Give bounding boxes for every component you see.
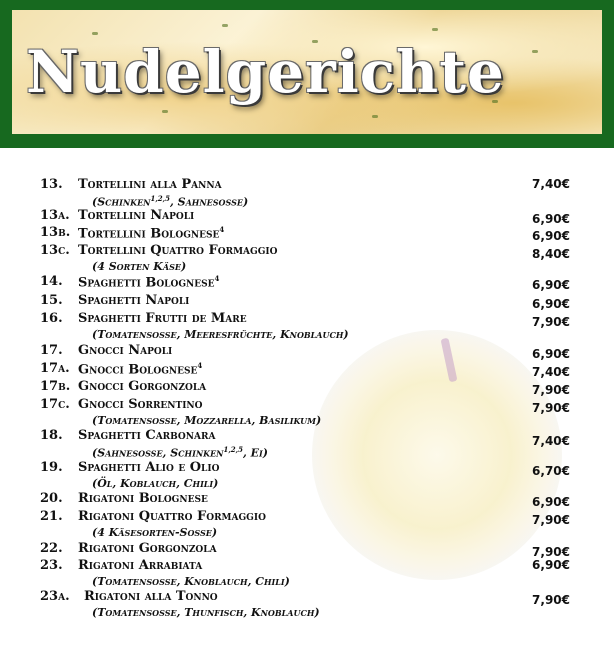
item-number: 15. (40, 293, 63, 308)
item-number: 17a. (40, 361, 70, 376)
pasta-plate-image (312, 330, 562, 580)
item-name: Tortellini Napoli (78, 208, 195, 223)
item-name: Spaghetti Carbonara (78, 428, 216, 443)
item-name: Spaghetti Alio e Olio (78, 460, 220, 475)
item-name: Rigatoni Quattro Formaggio (78, 509, 266, 524)
item-description: (Schinken$^{1,2,5}$, Sahnesosse) (92, 194, 249, 209)
item-price: 7,90€ (532, 513, 570, 527)
item-number: 18. (40, 428, 63, 443)
item-name: Spaghetti Bolognese$^4$ (78, 274, 220, 291)
herb-speck (532, 50, 538, 53)
item-name: Rigatoni Arrabiata (78, 558, 203, 573)
item-price: 7,40€ (532, 365, 570, 379)
item-name: Spaghetti Frutti de Mare (78, 311, 247, 326)
item-price: 6,90€ (532, 297, 570, 311)
header-banner (0, 0, 614, 148)
item-number: 23. (40, 558, 63, 573)
item-name: Tortellini Quattro Formaggio (78, 243, 278, 258)
item-price: 8,40€ (532, 247, 570, 261)
item-number: 13a. (40, 208, 70, 223)
item-description: (Tomatensosse, Knoblauch, Chili) (92, 575, 290, 588)
herb-speck (432, 28, 438, 31)
item-price: 6,90€ (532, 229, 570, 243)
page-title: Nudelgerichte (26, 38, 505, 106)
herb-speck (372, 115, 378, 118)
item-description: (Tomatensosse, Meeresfrüchte, Knoblauch) (92, 328, 349, 341)
item-name: Rigatoni Gorgonzola (78, 541, 217, 556)
item-description: (Tomatensosse, Mozzarella, Basilikum) (92, 414, 322, 427)
herb-speck (162, 110, 168, 113)
item-number: 16. (40, 311, 63, 326)
item-number: 17. (40, 343, 63, 358)
item-name: Rigatoni alla Tonno (84, 589, 218, 604)
item-price: 6,90€ (532, 495, 570, 509)
item-price: 7,90€ (532, 315, 570, 329)
item-description: (4 Käsesorten-Sosse) (92, 526, 218, 539)
item-description: (Öl, Koblauch, Chili) (92, 477, 219, 490)
item-price: 6,90€ (532, 212, 570, 226)
item-description: (Tomatensosse, Thunfisch, Knoblauch) (92, 606, 320, 619)
item-price: 6,90€ (532, 278, 570, 292)
item-price: 7,90€ (532, 383, 570, 397)
item-number: 22. (40, 541, 63, 556)
item-price: 7,40€ (532, 434, 570, 448)
item-price: 7,90€ (532, 593, 570, 607)
item-price: 6,90€ (532, 347, 570, 361)
item-number: 17c. (40, 397, 70, 412)
item-price: 6,70€ (532, 464, 570, 478)
item-number: 14. (40, 274, 63, 289)
herb-speck (222, 24, 228, 27)
herb-speck (92, 32, 98, 35)
item-price: 7,90€ (532, 545, 570, 559)
item-number: 13c. (40, 243, 70, 258)
item-name: Tortellini Bolognese$^4$ (78, 225, 225, 242)
item-name: Tortellini alla Panna (78, 177, 222, 192)
pasta-photo (12, 10, 602, 134)
item-name: Gnocci Bolognese$^4$ (78, 361, 203, 378)
item-number: 13b. (40, 225, 71, 240)
item-number: 13. (40, 177, 63, 192)
item-number: 17b. (40, 379, 71, 394)
item-name: Rigatoni Bolognese (78, 491, 208, 506)
item-number: 20. (40, 491, 63, 506)
item-description: (4 Sorten Käse) (92, 260, 187, 273)
item-price: 7,40€ (532, 177, 570, 191)
item-description: (Sahnesosse, Schinken$^{1,2,5}$, Ei) (92, 445, 268, 460)
item-name: Spaghetti Napoli (78, 293, 190, 308)
item-name: Gnocci Napoli (78, 343, 173, 358)
item-number: 19. (40, 460, 63, 475)
item-name: Gnocci Sorrentino (78, 397, 203, 412)
item-number: 23a. (40, 589, 70, 604)
item-name: Gnocci Gorgonzola (78, 379, 207, 394)
item-price: 6,90€ (532, 558, 570, 572)
item-number: 21. (40, 509, 63, 524)
item-price: 7,90€ (532, 401, 570, 415)
